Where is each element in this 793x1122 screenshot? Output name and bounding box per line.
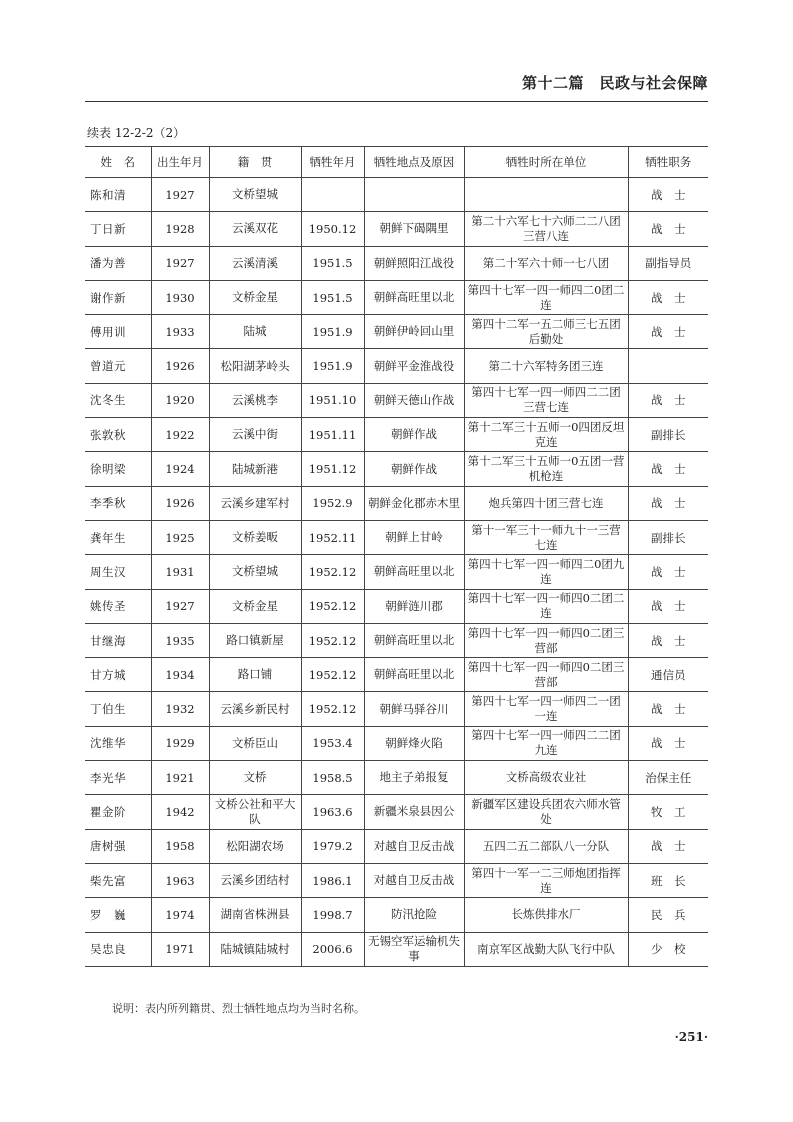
cell-native-place: 文桥望城 — [209, 178, 301, 212]
cell-unit: 长炼供排水厂 — [464, 898, 628, 932]
cell-death-place: 朝鲜照阳江战役 — [364, 246, 464, 280]
cell-death-place: 对越自卫反击战 — [364, 863, 464, 897]
cell-death-date: 1951.9 — [301, 349, 364, 383]
cell-position: 副排长 — [628, 520, 708, 554]
cell-birth: 1971 — [151, 932, 209, 966]
table-row — [85, 452, 708, 486]
cell-death-date: 1952.11 — [301, 520, 364, 554]
table-row — [85, 589, 708, 623]
cell-native-place: 陆城新港 — [209, 452, 301, 486]
cell-death-place: 朝鲜高旺里以北 — [364, 280, 464, 314]
cell-birth: 1942 — [151, 795, 209, 829]
cell-native-place: 云溪乡新民村 — [209, 692, 301, 726]
cell-name: 吴忠良 — [85, 932, 151, 966]
cell-death-place: 朝鲜天德山作战 — [364, 383, 464, 417]
table-note: 说明：表内所列籍贯、烈士牺牲地点均为当时名称。 — [112, 1002, 365, 1015]
cell-position: 战 士 — [628, 726, 708, 760]
cell-birth: 1921 — [151, 761, 209, 795]
cell-position: 战 士 — [628, 212, 708, 246]
cell-death-date: 1952.12 — [301, 623, 364, 657]
page-number: ·251· — [674, 1030, 708, 1044]
cell-name: 柴先富 — [85, 863, 151, 897]
cell-death-date: 1952.12 — [301, 555, 364, 589]
table-row — [85, 486, 708, 520]
cell-death-date — [301, 178, 364, 212]
table-row — [85, 795, 708, 829]
cell-birth: 1927 — [151, 246, 209, 280]
cell-birth: 1929 — [151, 726, 209, 760]
cell-death-place: 防汛抢险 — [364, 898, 464, 932]
table-row — [85, 623, 708, 657]
cell-name: 李季秋 — [85, 486, 151, 520]
cell-position: 副指导员 — [628, 246, 708, 280]
cell-death-place — [364, 178, 464, 212]
table-row — [85, 555, 708, 589]
cell-native-place: 文桥臣山 — [209, 726, 301, 760]
cell-birth: 1924 — [151, 452, 209, 486]
cell-birth: 1920 — [151, 383, 209, 417]
table-header-row — [85, 147, 708, 178]
cell-name: 沈冬生 — [85, 383, 151, 417]
cell-native-place: 文桥望城 — [209, 555, 301, 589]
cell-name: 徐明梁 — [85, 452, 151, 486]
cell-unit: 五四二五二部队八一分队 — [464, 829, 628, 863]
cell-unit: 第四十七军一四一师四二0团二连 — [464, 280, 628, 314]
cell-birth: 1926 — [151, 486, 209, 520]
cell-death-place: 朝鲜金化郡赤木里 — [364, 486, 464, 520]
cell-death-date: 1951.12 — [301, 452, 364, 486]
cell-death-date: 1952.9 — [301, 486, 364, 520]
cell-death-place: 地主子弟报复 — [364, 761, 464, 795]
cell-position: 战 士 — [628, 692, 708, 726]
cell-unit: 第四十一军一二三师炮团指挥连 — [464, 863, 628, 897]
cell-position: 治保主任 — [628, 761, 708, 795]
cell-death-place: 朝鲜烽火陷 — [364, 726, 464, 760]
cell-native-place: 湖南省株洲县 — [209, 898, 301, 932]
cell-birth: 1927 — [151, 178, 209, 212]
cell-name: 傅用训 — [85, 315, 151, 349]
martyrs-table — [85, 146, 708, 967]
cell-unit: 第四十七军一四一师四二一团一连 — [464, 692, 628, 726]
cell-name: 罗 巍 — [85, 898, 151, 932]
cell-unit: 第四十七军一四一师四0二团三营部 — [464, 658, 628, 692]
column-header-birth: 出生年月 — [151, 147, 209, 178]
cell-name: 谢作新 — [85, 280, 151, 314]
cell-death-place: 朝鲜伊岭回山里 — [364, 315, 464, 349]
cell-death-date: 1950.12 — [301, 212, 364, 246]
cell-death-place: 朝鲜平金淮战役 — [364, 349, 464, 383]
cell-name: 龚年生 — [85, 520, 151, 554]
cell-position — [628, 349, 708, 383]
table-body — [85, 178, 708, 967]
cell-native-place: 文桥金星 — [209, 280, 301, 314]
table-row — [85, 658, 708, 692]
cell-name: 张敦秋 — [85, 418, 151, 452]
cell-death-date: 1979.2 — [301, 829, 364, 863]
cell-death-date: 2006.6 — [301, 932, 364, 966]
cell-native-place: 松阳湖农场 — [209, 829, 301, 863]
cell-native-place: 路口镇新屋 — [209, 623, 301, 657]
table-row — [85, 829, 708, 863]
cell-death-place: 朝鲜高旺里以北 — [364, 623, 464, 657]
cell-position: 战 士 — [628, 829, 708, 863]
cell-native-place: 文桥金星 — [209, 589, 301, 623]
cell-unit: 第四十二军一五二师三七五团后勤处 — [464, 315, 628, 349]
column-header-position: 牺牲职务 — [628, 147, 708, 178]
table-row — [85, 692, 708, 726]
cell-birth: 1930 — [151, 280, 209, 314]
cell-birth: 1963 — [151, 863, 209, 897]
cell-position: 战 士 — [628, 178, 708, 212]
table-row — [85, 315, 708, 349]
cell-unit: 第十一军三十一师九十一三营七连 — [464, 520, 628, 554]
cell-unit: 第四十七军一四一师四二二团三营七连 — [464, 383, 628, 417]
cell-death-date: 1986.1 — [301, 863, 364, 897]
cell-native-place: 云溪乡团结村 — [209, 863, 301, 897]
table-row — [85, 418, 708, 452]
table-row — [85, 932, 708, 966]
cell-birth: 1974 — [151, 898, 209, 932]
cell-unit: 炮兵第四十团三营七连 — [464, 486, 628, 520]
cell-death-place: 朝鲜高旺里以北 — [364, 658, 464, 692]
cell-death-date: 1951.5 — [301, 280, 364, 314]
cell-death-place: 朝鲜作战 — [364, 418, 464, 452]
cell-unit: 第二十六军特务团三连 — [464, 349, 628, 383]
cell-birth: 1931 — [151, 555, 209, 589]
cell-name: 陈和清 — [85, 178, 151, 212]
running-header — [85, 68, 708, 96]
table-row — [85, 898, 708, 932]
table-row — [85, 349, 708, 383]
table-row — [85, 212, 708, 246]
cell-name: 姚传圣 — [85, 589, 151, 623]
cell-birth: 1933 — [151, 315, 209, 349]
cell-birth: 1922 — [151, 418, 209, 452]
cell-unit: 第十二军三十五师一0五团一营机枪连 — [464, 452, 628, 486]
cell-position: 战 士 — [628, 589, 708, 623]
header-rule — [85, 101, 708, 102]
column-header-death-date: 牺牲年月 — [301, 147, 364, 178]
cell-position: 副排长 — [628, 418, 708, 452]
cell-birth: 1958 — [151, 829, 209, 863]
cell-unit: 第二十军六十师一七八团 — [464, 246, 628, 280]
cell-name: 瞿金阶 — [85, 795, 151, 829]
cell-unit: 第二十六军七十六师二二八团三营八连 — [464, 212, 628, 246]
cell-birth: 1934 — [151, 658, 209, 692]
cell-birth: 1926 — [151, 349, 209, 383]
cell-name: 唐树强 — [85, 829, 151, 863]
cell-native-place: 文桥公社和平大队 — [209, 795, 301, 829]
table-row — [85, 246, 708, 280]
cell-position: 战 士 — [628, 383, 708, 417]
cell-native-place: 路口铺 — [209, 658, 301, 692]
cell-birth: 1932 — [151, 692, 209, 726]
cell-position: 民 兵 — [628, 898, 708, 932]
cell-position: 少 校 — [628, 932, 708, 966]
chapter-title: 第十二篇 民政与社会保障 — [521, 74, 708, 92]
cell-native-place: 陆城镇陆城村 — [209, 932, 301, 966]
cell-unit: 南京军区战勤大队飞行中队 — [464, 932, 628, 966]
column-header-unit: 牺牲时所在单位 — [464, 147, 628, 178]
table-caption: 续表 12-2-2（2） — [87, 126, 186, 140]
cell-death-place: 朝鲜马驿谷川 — [364, 692, 464, 726]
cell-death-date: 1953.4 — [301, 726, 364, 760]
cell-death-date: 1951.10 — [301, 383, 364, 417]
cell-birth: 1935 — [151, 623, 209, 657]
cell-death-place: 朝鲜高旺里以北 — [364, 555, 464, 589]
cell-death-date: 1952.12 — [301, 589, 364, 623]
cell-death-date: 1952.12 — [301, 692, 364, 726]
cell-name: 沈维华 — [85, 726, 151, 760]
cell-name: 丁日新 — [85, 212, 151, 246]
cell-death-date: 1952.12 — [301, 658, 364, 692]
cell-native-place: 文桥 — [209, 761, 301, 795]
cell-death-place: 对越自卫反击战 — [364, 829, 464, 863]
cell-native-place: 文桥姜畈 — [209, 520, 301, 554]
cell-native-place: 松阳湖茅岭头 — [209, 349, 301, 383]
cell-name: 甘方城 — [85, 658, 151, 692]
cell-death-place: 朝鲜作战 — [364, 452, 464, 486]
cell-unit: 文桥高级农业社 — [464, 761, 628, 795]
table-row — [85, 520, 708, 554]
table-row — [85, 383, 708, 417]
cell-death-place: 朝鲜上甘岭 — [364, 520, 464, 554]
cell-death-date: 1951.5 — [301, 246, 364, 280]
table-row — [85, 726, 708, 760]
cell-death-place: 新疆米泉县因公 — [364, 795, 464, 829]
cell-position: 战 士 — [628, 623, 708, 657]
cell-native-place: 云溪桃李 — [209, 383, 301, 417]
column-header-death-place: 牺牲地点及原因 — [364, 147, 464, 178]
cell-birth: 1925 — [151, 520, 209, 554]
cell-death-date: 1958.5 — [301, 761, 364, 795]
table-row — [85, 178, 708, 212]
cell-name: 甘继海 — [85, 623, 151, 657]
cell-unit: 第十二军三十五师一0四团反坦克连 — [464, 418, 628, 452]
cell-position: 通信员 — [628, 658, 708, 692]
cell-death-date: 1951.9 — [301, 315, 364, 349]
cell-death-date: 1951.11 — [301, 418, 364, 452]
column-header-name: 姓 名 — [85, 147, 151, 178]
cell-name: 周生汉 — [85, 555, 151, 589]
cell-unit: 第四十七军一四一师四二二团九连 — [464, 726, 628, 760]
cell-name: 潘为善 — [85, 246, 151, 280]
cell-position: 战 士 — [628, 452, 708, 486]
cell-name: 丁伯生 — [85, 692, 151, 726]
cell-name: 曾道元 — [85, 349, 151, 383]
cell-position: 牧 工 — [628, 795, 708, 829]
cell-unit: 第四十七军一四一师四0二团二连 — [464, 589, 628, 623]
cell-death-place: 朝鲜下碣隅里 — [364, 212, 464, 246]
cell-death-date: 1998.7 — [301, 898, 364, 932]
cell-name: 李光华 — [85, 761, 151, 795]
cell-native-place: 云溪乡建军村 — [209, 486, 301, 520]
cell-native-place: 云溪双花 — [209, 212, 301, 246]
cell-native-place: 陆城 — [209, 315, 301, 349]
cell-native-place: 云溪中街 — [209, 418, 301, 452]
cell-native-place: 云溪清溪 — [209, 246, 301, 280]
cell-death-place: 无锡空军运输机失事 — [364, 932, 464, 966]
cell-position: 战 士 — [628, 315, 708, 349]
table-row — [85, 280, 708, 314]
table-row — [85, 761, 708, 795]
cell-position: 战 士 — [628, 280, 708, 314]
table-row — [85, 863, 708, 897]
cell-position: 战 士 — [628, 555, 708, 589]
cell-death-date: 1963.6 — [301, 795, 364, 829]
cell-unit: 第四十七军一四一师四0二团三营部 — [464, 623, 628, 657]
cell-position: 战 士 — [628, 486, 708, 520]
cell-death-place: 朝鲜涟川郡 — [364, 589, 464, 623]
cell-unit — [464, 178, 628, 212]
cell-position: 班 长 — [628, 863, 708, 897]
cell-birth: 1928 — [151, 212, 209, 246]
column-header-native-place: 籍 贯 — [209, 147, 301, 178]
cell-unit: 第四十七军一四一师四二0团九连 — [464, 555, 628, 589]
cell-birth: 1927 — [151, 589, 209, 623]
cell-unit: 新疆军区建设兵团农六师水管处 — [464, 795, 628, 829]
